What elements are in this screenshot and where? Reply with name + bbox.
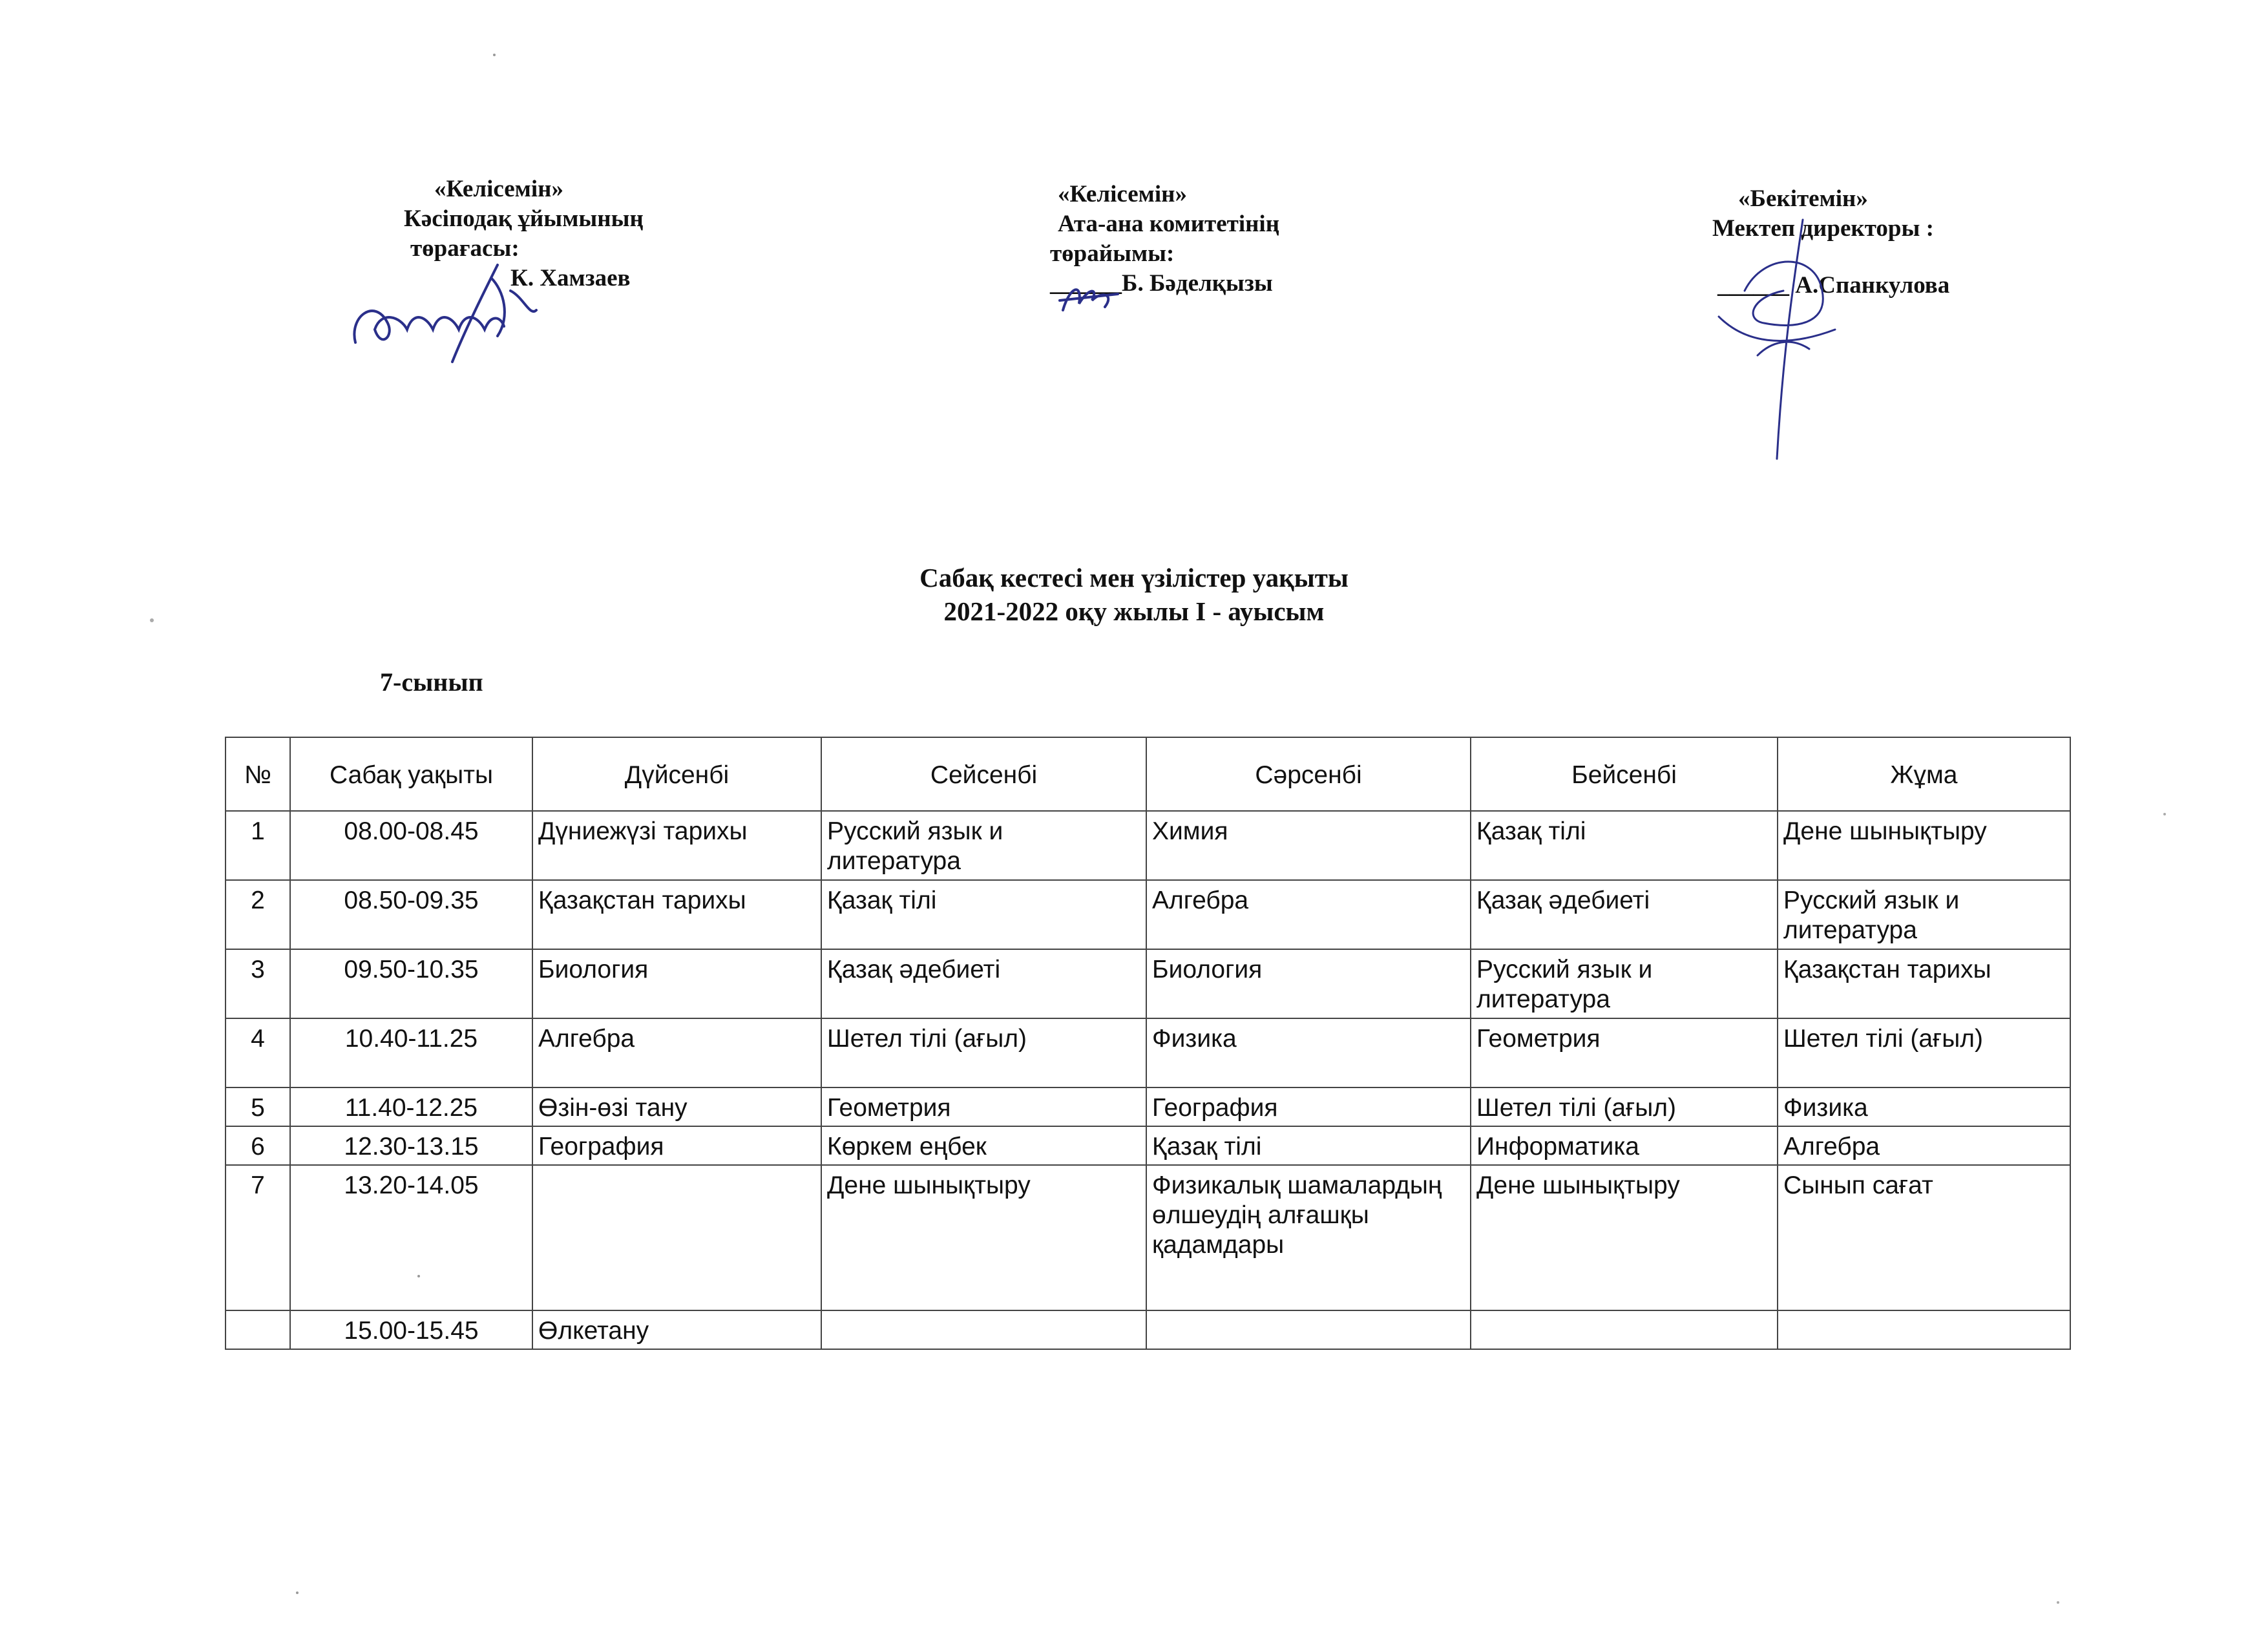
cell-time: 11.40-12.25 [290,1087,532,1126]
cell-subject: Алгебра [1146,880,1471,949]
table-row [226,1165,2070,1310]
approval-trade-union [404,174,644,293]
table-header-row [226,737,2070,811]
cell-subject: Өзін-өзі тану [532,1087,821,1126]
cell-subject [821,1310,1146,1349]
class-label: 7-сынып [380,667,483,697]
header-friday: Жұма [1778,737,2070,811]
approval-line: Мектеп директоры : [1712,215,1934,242]
cell-subject: Русский язык и литература [1471,949,1778,1018]
cell-subject: Физикалық шамалардың өлшеудің алғашқы қадамдары [1146,1165,1471,1310]
cell-number: 1 [226,811,290,880]
approval-signature: ______ А.Спанкулова [1717,272,1950,299]
cell-subject: Информатика [1471,1126,1778,1165]
cell-number: 7 [226,1165,290,1310]
cell-subject: Қазақ әдебиеті [821,949,1146,1018]
table-row [226,949,2070,1018]
approval-heading: «Бекітемін» [1738,185,1868,212]
cell-subject: Алгебра [532,1018,821,1087]
cell-subject [1778,1310,2070,1349]
cell-subject: Қазақстан тарихы [1778,949,2070,1018]
approval-heading: «Келісемін» [1058,181,1187,207]
cell-subject [1146,1310,1471,1349]
cell-subject: Геометрия [1471,1018,1778,1087]
cell-subject: Қазақ тілі [1471,811,1778,880]
header-thursday: Бейсенбі [1471,737,1778,811]
cell-subject: Қазақ тілі [821,880,1146,949]
cell-subject: Шетел тілі (ағыл) [821,1018,1146,1087]
header-tuesday: Сейсенбі [821,737,1146,811]
cell-time: 15.00-15.45 [290,1310,532,1349]
document-title [0,561,2268,628]
cell-subject: Биология [532,949,821,1018]
cell-time: 12.30-13.15 [290,1126,532,1165]
header-wednesday: Сәрсенбі [1146,737,1471,811]
table-row [226,1018,2070,1087]
table-row [226,1310,2070,1349]
cell-time: 10.40-11.25 [290,1018,532,1087]
cell-subject: Дене шынықтыру [1778,811,2070,880]
cell-subject: Шетел тілі (ағыл) [1471,1087,1778,1126]
title-subline: 2021-2022 оқу жылы І - ауысым [943,596,1325,626]
cell-subject: Дене шынықтыру [1471,1165,1778,1310]
cell-subject: Қазақ әдебиеті [1471,880,1778,949]
cell-subject: Дене шынықтыру [821,1165,1146,1310]
cell-time: 09.50-10.35 [290,949,532,1018]
cell-subject: Геометрия [821,1087,1146,1126]
header-monday: Дүйсенбі [532,737,821,811]
cell-subject: География [1146,1087,1471,1126]
cell-subject [1471,1310,1778,1349]
cell-subject: География [532,1126,821,1165]
cell-subject: Сынып сағат [1778,1165,2070,1310]
cell-subject: Биология [1146,949,1471,1018]
cell-subject: Русский язык и литература [821,811,1146,880]
table-row [226,880,2070,949]
cell-subject: Физика [1778,1087,2070,1126]
cell-number: 3 [226,949,290,1018]
title-line: Сабақ кестесі мен үзілістер уақыты [919,563,1349,593]
cell-subject: Өлкетану [532,1310,821,1349]
approval-director [1712,184,1949,300]
cell-subject: Шетел тілі (ағыл) [1778,1018,2070,1087]
cell-number: 5 [226,1087,290,1126]
header-number: № [226,737,290,811]
cell-subject: Қазақстан тарихы [532,880,821,949]
table-row [226,1126,2070,1165]
approval-signature: ______Б. Бәделқызы [1050,270,1273,297]
cell-subject [532,1165,821,1310]
header-time: Сабақ уақыты [290,737,532,811]
cell-number [226,1310,290,1349]
approval-signature: К. Хамзаев [510,265,631,291]
approval-parent-committee [1050,180,1279,299]
approval-line: Кәсіподақ ұйымының [404,205,644,232]
cell-subject: Алгебра [1778,1126,2070,1165]
approval-line: төрағасы: [410,235,520,262]
cell-number: 2 [226,880,290,949]
approval-heading: «Келісемін» [434,176,563,202]
cell-subject: Русский язык и литература [1778,880,2070,949]
cell-time: 08.00-08.45 [290,811,532,880]
approval-line: төрайымы: [1050,240,1175,267]
cell-number: 6 [226,1126,290,1165]
table-row [226,1087,2070,1126]
cell-subject: Қазақ тілі [1146,1126,1471,1165]
cell-subject: Дүниежүзі тарихы [532,811,821,880]
cell-subject: Көркем еңбек [821,1126,1146,1165]
cell-number: 4 [226,1018,290,1087]
table-row [226,811,2070,880]
cell-time: 13.20-14.05 [290,1165,532,1310]
cell-time: 08.50-09.35 [290,880,532,949]
cell-subject: Физика [1146,1018,1471,1087]
approval-line: Ата-ана комитетінің [1058,211,1280,237]
schedule-body [226,811,2070,1349]
schedule-table [225,737,2071,1350]
cell-subject: Химия [1146,811,1471,880]
